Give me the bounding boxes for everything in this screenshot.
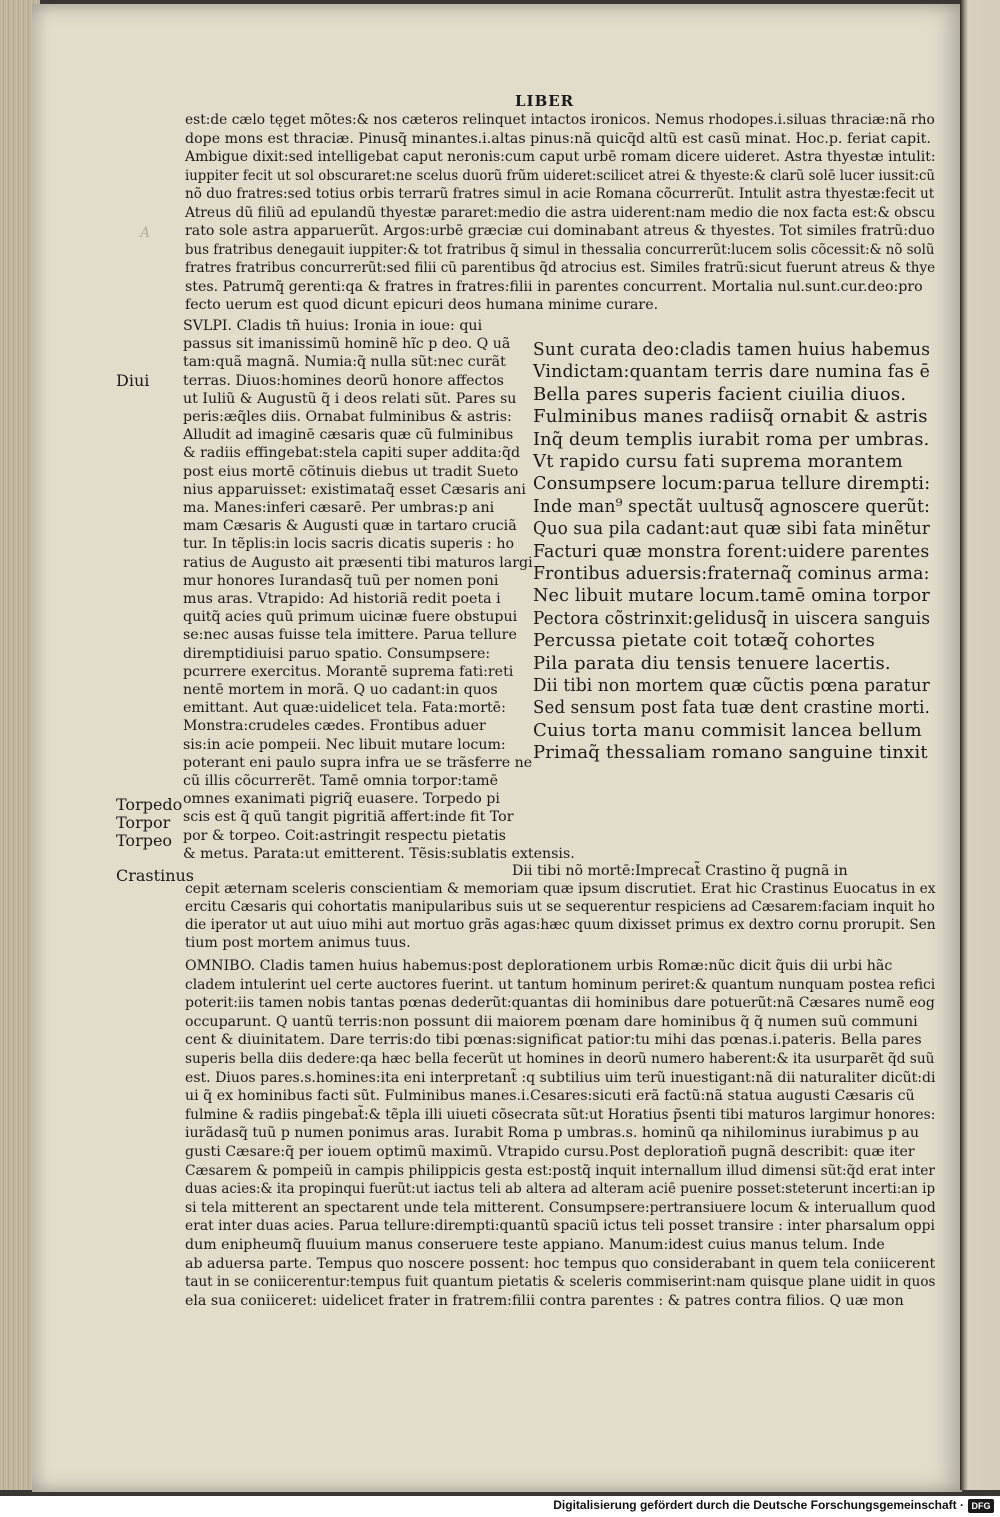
commentary-line: tur. In tẽplis:in locis sacris dicatis superis : ho: [183, 536, 515, 553]
running-head: LIBER: [515, 92, 575, 110]
commentary-line: sis:in acie pompeii. Nec libuit mutare locum:: [183, 736, 506, 753]
funding-notice: Digitalisierung gefördert durch die Deutsche Forschungsgemeinschaft ·: [553, 1498, 964, 1512]
bottom-commentary-line: cladem intulerint uel certe auctores fuerint. ut tantum hominum periret:& quantum nunquam postea refici: [185, 976, 936, 993]
commentary-line: se:nec ausas fuisse tela imittere. Parua tellure: [183, 627, 517, 644]
verse-line: Sed sensum post fata tuæ dent crastine morti.: [533, 697, 931, 719]
commentary-line: SVLPI. Cladis tñ huius: Ironia in ioue: qui: [183, 318, 483, 334]
top-commentary-line: nõ duo fratres:sed totius orbis terrarũ fratres simul in acie Romana cõcurrerũt. Intulit astra thyestæ:fecit ut: [185, 186, 935, 202]
verse-line: Bella pares superis facient ciuilia diuos.: [533, 383, 907, 405]
verse-line: Inq̃ deum templis iurabit roma per umbras.: [533, 428, 930, 450]
commentary-line: quitq̃ acies quũ primum uicinæ fuere obstupui: [183, 609, 518, 626]
continuation-line: tium post mortem animus tuus.: [185, 935, 411, 951]
commentary-line: ratius de Augusto ait præsenti tibi maturos largi: [183, 554, 533, 571]
bottom-commentary-line: superis bella diis dedere:qa hæc bella fecerũt ut homines in deorũ numero haberent:& ita usurparẽt q̃d suũ: [185, 1051, 935, 1067]
verse-line: Quo sua pila cadant:aut quæ sibi fata minẽtur: [533, 518, 931, 540]
commentary-line: diremptidiuisi paruo spatio. Consumpsere:: [183, 645, 491, 662]
bottom-commentary-line: ela sua coniiceret: uidelicet frater in fratrem:filii contra parentes : & patres contra filios. Q uæ mon: [185, 1292, 904, 1309]
bottom-commentary-line: duas acies:& ita propinqui fuerũt:ut iactus teli ab altera ad alteram aciē puenire posset:steterunt incerti:an ip: [185, 1181, 936, 1198]
commentary-line: mus aras. Vtrapido: Ad historiã redit poeta i: [183, 591, 501, 607]
top-commentary-line: est:de cælo tęget mõtes:& nos cæteros relinquet intactos ironicos. Nemus rhodopes.i.siluas thraciæ:nã rho: [185, 112, 935, 128]
commentary-line: pcurrere exercitus. Morantē suprema fati:reti: [183, 663, 514, 680]
bottom-commentary-line: ui q̃ ex hominibus facti sũt. Fulminibus manes.i.Cesares:sicuti erã factũ:nã statua augusti Cæsaris cũ: [185, 1088, 915, 1105]
top-commentary-line: fratres fratribus concurrerũt:sed filii cũ parentibus q̃d atrocius est. Similes fratrũ:sicut fuerunt atreus & thye: [185, 260, 936, 276]
continuation-line: ercitu Cæsaris qui cohortatis manipularibus suis ut se sequerentur respiciens ad Cæsarem:faciam inquit ho: [185, 899, 935, 915]
top-commentary-line: bus fratribus denegauit iuppiter:& tot fratribus q̃ simul in thessalia concurrerũt:lucem solis cõcessit:& nõ solũ: [185, 241, 935, 258]
bottom-commentary-line: Cæsarem & pompeiũ in campis philippicis gesta est:postq̃ inquit internallum illud dimensi sũt:q̃d erat inter: [185, 1162, 936, 1179]
commentary-line: passus sit imanissimũ hominẽ hĩc p deo. Q uã: [183, 336, 511, 353]
top-commentary-line: stes. Patrumq̃ gerenti:qa & fratres in fratres:filii in parentes concurrent. Mortalia nul.sunt.cur.deo:pro: [185, 278, 923, 295]
bottom-commentary-line: iurãdasq̃ tuũ p numen ponimus aras. Iurabit Roma p umbras.s. hominũ qa nihilominus iurabimus p au: [185, 1125, 920, 1142]
commentary-line: nius apparuisset: existimataq̃ esset Cæsaris ani: [183, 481, 526, 498]
verse-line: Vt rapido cursu fati suprema morantem: [533, 451, 903, 472]
commentary-line: Alludit ad imaginē cæsaris quæ cũ fulminibus: [183, 427, 514, 444]
top-commentary-line: iuppiter fecit ut sol obscuraret:ne scelus duorũ frũm uideret:scilicet atrei & thyeste:& clarũ solē lucer iussit:cũ: [185, 167, 935, 184]
top-commentary-line: Ambigue dixit:sed intelligebat caput neronis:cum caput urbē romam dicere uideret. Astra thyestæ intulit:: [185, 149, 936, 165]
commentary-line: post eius mortē cõtinuis diebus ut tradit Sueto: [183, 463, 519, 480]
verse-line: Percussa pietate coit totæq̃ cohortes: [533, 630, 876, 652]
bottom-commentary-line: si tela mitterent an spectarent unde tela mitterent. Consumpsere:pertransiuere locum & interuallum quod: [185, 1199, 936, 1216]
commentary-line: terras. Diuos:homines deorũ honore affectos: [183, 372, 504, 389]
verse-line: Pila parata diu tensis tenuere lacertis.: [533, 652, 891, 674]
commentary-line: emittant. Aut quæ:uidelicet tela. Fata:mortē:: [183, 700, 506, 717]
verse-line: Fulminibus manes radiisq̃ ornabit & astris: [533, 406, 928, 428]
bottom-commentary-line: ab aduersa parte. Tempus quo noscere possent: hoc tempus quo considerabant in quem tela coniicerent: [185, 1255, 936, 1272]
verse-line: Consumpsere locum:parua tellure dirempti:: [533, 473, 931, 495]
verse-line: Nec libuit mutare locum.tamē omina torpor: [533, 585, 930, 607]
bottom-commentary-line: fulmine & radiis pingebat̃:& tẽpla illi uiueti cõsecrata sũt:ut Horatius p̃senti tibi maturos largimur honores:: [185, 1106, 936, 1123]
verse-line: Primaq̃ thessaliam romano sanguine tinxit: [533, 742, 928, 764]
commentary-line: mur honores Iurandasq̃ tuũ per nomen poni: [183, 572, 499, 589]
verse-line: Inde man⁹ spectãt uultusq̃ agnoscere querũt:: [533, 495, 931, 517]
verse-line: Vindictam:quantam terris dare numina fas ē: [533, 361, 931, 383]
bottom-commentary-line: poterit:iis tamen nobis tantas pœnas dederũt:quantas dii hominibus dare potuerũt:nã Cæsares numẽ eog: [185, 995, 935, 1012]
commentary-line: ut Iuliũ & Augustũ q̃ i deos relati sũt. Pares su: [183, 390, 517, 407]
commentary-line: nentē mortem in morã. Q uo cadant:in quos: [183, 682, 498, 698]
commentary-line: & metus. Parata:ut emitterent. Tẽsis:sublatis extensis.: [183, 845, 575, 862]
commentary-line: poterant eni paulo supra infra ue se trãsferre ne: [183, 754, 533, 771]
bottom-commentary-line: occuparunt. Q uantũ terris:non possunt dii maiorem pœnam dare hominibus q̃ q̃ numen suũ communi: [185, 1013, 918, 1030]
commentary-line: mam Cæsaris & Augusti quæ in tartaro cruciã: [183, 518, 517, 535]
top-commentary-line: dope mons est thraciæ. Pinusq̃ minantes.i.altas pinus:nã quicq̃d altũ est casũ minat. Hoc.p. feriat capit.: [185, 130, 931, 147]
bottom-commentary-line: dum enipheumq̃ fluuium manus conseruere teste appiano. Manum:idest cuius manus telum. Inde: [185, 1237, 885, 1253]
verse-line: Frontibus aduersis:fraternaq̃ cominus arma:: [533, 563, 930, 584]
commentary-line: & radiis effingebat:stela capiti super addita:q̃d: [183, 445, 521, 462]
commentary-line: por & torpeo. Coit:astringit respectu pietatis: [183, 827, 506, 844]
bottom-commentary-line: OMNIBO. Cladis tamen huius habemus:post deplorationem urbis Romæ:nũc dicit q̃uis dii urbi hãc: [185, 958, 893, 974]
commentary-line: ma. Manes:inferi cæsarē. Per umbras:p ani: [183, 500, 495, 516]
margin-note: Torpor: [116, 813, 171, 832]
verse-line: Dii tibi non mortem quæ cũctis pœna paratur: [533, 675, 930, 696]
bottom-commentary-line: gusti Cæsare:q̃ per iouem optimũ maximũ. Vtrapido cursu.Post deploratioñ pugnã describit: quæ iter: [185, 1144, 915, 1160]
margin-note: Diui: [116, 371, 150, 390]
margin-note: Torpeo: [116, 831, 173, 850]
top-commentary-line: Atreus dũ filiũ ad epulandũ thyestæ pararet:medio die astra uiderent:nam medio die nox facta est:& obscu: [185, 204, 936, 221]
bottom-commentary-line: est. Diuos pares.s.homines:ita eni interpretant̃ :q subtilius uim terũ inuestigant:nã dii naturaliter dicũt:di: [185, 1069, 936, 1086]
show-through: A: [140, 225, 151, 241]
verse-line: Sunt curata deo:cladis tamen huius habemus: [533, 339, 931, 360]
continuation-line: Dii tibi nõ mortē:Imprecat̃ Crastino q̃ pugnã in: [512, 863, 848, 879]
dfg-logo: DFG: [968, 1499, 994, 1513]
top-commentary-line: rato sole astra apparuerũt. Argos:urbē græciæ cui dominabant atreus & thyestes. Tot similes fratrũ:duo: [185, 223, 935, 239]
margin-note: Torpedo: [116, 795, 183, 814]
verse-line: Pectora cõstrinxit:gelidusq̃ in uiscera sanguis: [533, 607, 931, 629]
commentary-line: scis est q̃ quũ tangit pigritiã affert:inde fit Tor: [183, 809, 514, 826]
facing-page-edge: [960, 0, 1000, 1490]
commentary-line: omnes exanimati pigriq̃ euasere. Torpedo pi: [183, 791, 500, 808]
verse-line: Cuius torta manu commisit lancea bellum: [533, 719, 922, 741]
commentary-line: tam:quã magnã. Numia:q̃ nulla sũt:nec curãt: [183, 354, 506, 371]
commentary-line: peris:æq̃les diis. Ornabat fulminibus & astris:: [183, 409, 512, 425]
verse-line: Facturi quæ monstra forent:uidere parentes: [533, 540, 930, 562]
continuation-line: cepit æternam sceleris conscientiam & memoriam quæ ipsum discrutiet. Erat hic Crastinus Euocatus in ex: [185, 881, 936, 897]
bottom-commentary-line: erat inter duas acies. Parua tellure:dirempti:quantũ spaciũ ictus teli posset transire : inter pharsalum oppi: [185, 1218, 935, 1235]
margin-note: Crastinus: [116, 866, 195, 885]
commentary-line: cũ illis cõcurrerẽt. Tamē omnia torpor:tamē: [183, 773, 498, 789]
commentary-line: Monstra:crudeles cædes. Frontibus aduer: [183, 718, 486, 735]
bottom-commentary-line: cent & diuinitatem. Dare terris:do tibi pœnas:significat patior:tu mihi das pœnas.i.pateris. Bella pares: [185, 1032, 922, 1049]
bottom-commentary-line: taut in se coniicerentur:tempus fuit quantum pietatis & sceleris commiserint:nam quisque plane uidit in quos: [185, 1274, 936, 1291]
continuation-line: die iperator ut aut uiuo mihi aut mortuo grãs agas:hæc quum dixisset primus ex dextro cornu prorupit. Sen: [185, 917, 936, 933]
top-commentary-line: fecto uerum est quod dicunt epicuri deos humana minime curare.: [185, 297, 659, 313]
